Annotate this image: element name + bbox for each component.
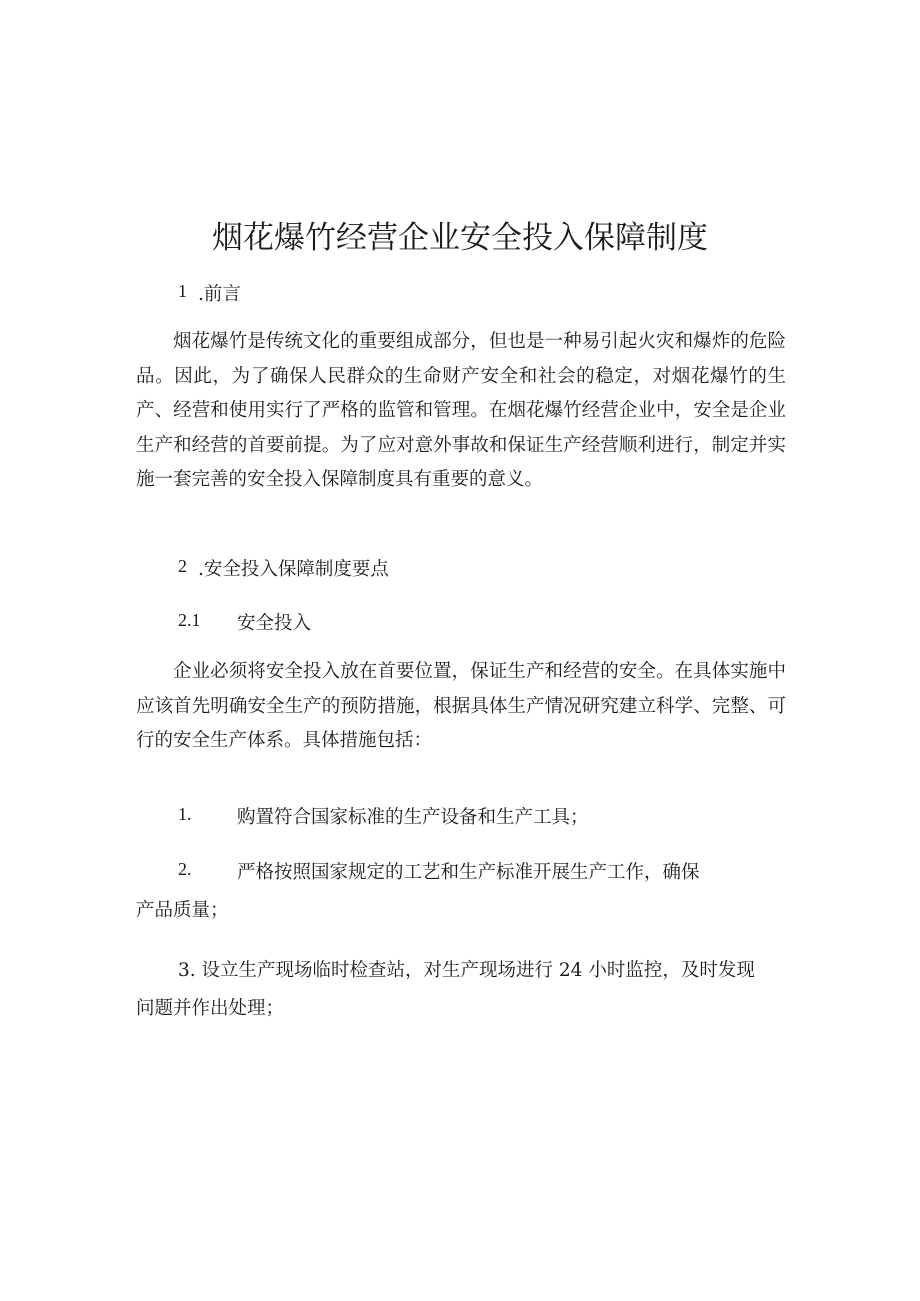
document-title: 烟花爆竹经营企业安全投入保障制度	[212, 220, 708, 256]
section-1-paragraph: 烟花爆竹是传统文化的重要组成部分，但也是一种易引起火灾和爆炸的危险品。因此，为了确保人民群众的生命财产安全和社会的稳定，对烟花爆竹的生产、经营和使用实行了严格的监管和管理。在烟花爆竹经营企业中，安全是企业生产和经营的首要前提。为了应对意外事故和保证生产经营顺利进行，制定并实施一套完善的安全投入保障制度具有重要的意义。	[136, 331, 786, 490]
list-item-1-number: 1.	[178, 804, 192, 824]
list-item-1-text: 购置符合国家标准的生产设备和生产工具；	[237, 807, 589, 828]
section-2-heading: .安全投入保障制度要点	[198, 559, 389, 580]
list-item-3-text-line2: 问题并作出处理；	[136, 998, 285, 1019]
list-item-3-text-line1: 3. 设立生产现场临时检查站，对生产现场进行 24 小时监控，及时发现	[178, 960, 755, 981]
section-1-number: 1	[178, 281, 187, 301]
list-item-2-text-line1: 严格按照国家规定的工艺和生产标准开展生产工作，确保	[237, 862, 700, 883]
subsection-2-1-number: 2.1	[178, 610, 201, 630]
subsection-2-1-paragraph: 企业必须将安全投入放在首要位置，保证生产和经营的安全。在具体实施中应该首先明确安全生产的预防措施，根据具体生产情况研究建立科学、完整、可行的安全生产体系。具体措施包括：	[136, 661, 786, 751]
list-item-2-text-line2: 产品质量；	[136, 900, 229, 921]
section-2-number: 2	[178, 556, 187, 576]
subsection-2-1-heading: 安全投入	[237, 613, 312, 634]
list-item-2-number: 2.	[178, 859, 192, 879]
section-1-heading: .前言	[198, 284, 241, 305]
